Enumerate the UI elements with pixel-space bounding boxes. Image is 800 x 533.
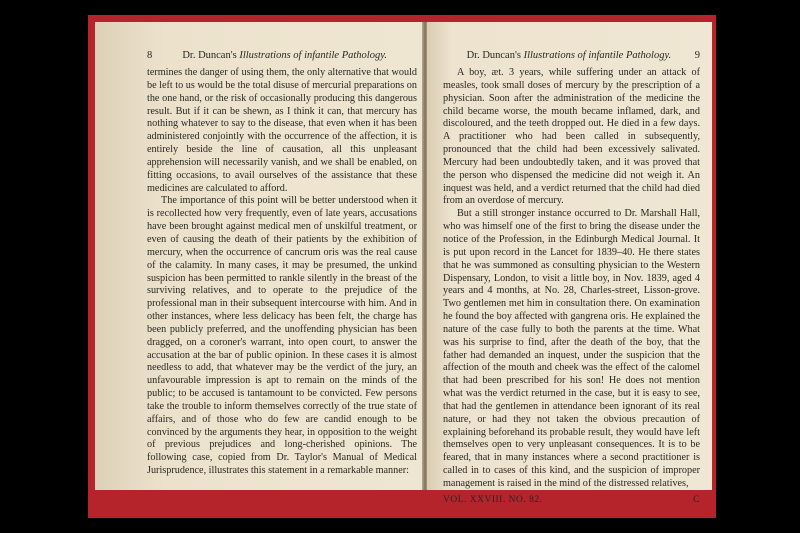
left-page <box>95 22 425 490</box>
volume-signature: VOL. XXVIII. NO. 82. <box>443 494 543 505</box>
running-head-left <box>147 50 417 61</box>
left-body-text <box>147 67 417 478</box>
signature-mark: C <box>693 494 700 505</box>
running-title-right: Dr. Duncan's Illustrations of infantile Pathology. <box>466 50 672 61</box>
paragraph: termines the danger of using them, the only alternative that would be left to us would be the total disuse of mercurial preparations on the one hand, or the risk of occasionally producing this dangerous result. But if it can be shewn, as I think it can, that mercury has nothing whatever to say to the disease, that even when it has been administered conjointly with the occurrence of the affection, it is entirely beside the line of causation, all this unpleasant apprehension will necessarily vanish, and we shall be enabled, on fitting occasions, to avail ourselves of the assistance that these medicines are calculated to afford. <box>147 67 417 194</box>
page-number-right: 9 <box>694 50 700 61</box>
page-number-left: 8 <box>147 50 153 61</box>
right-page <box>427 22 712 505</box>
paragraph: The importance of this point will be better understood when it is recollected how very frequently, even of late years, accusations have been brought against medical men of unskilful treatment, or even of causing the death of their patients by the exhibition of mercury, when the occurrence of cancrum oris was the real cause of the calamity. In many cases, it may be presumed, the unkind suspicion has been permitted to rankle silently in the breast of the surviving relatives, and to operate to the prejudice of the professional man in their subsequent intercourse with him. And in other instances, where less delicacy has been felt, the charge has been publicly preferred, and the unoffending physician has been dragged, on a coroner's warrant, into open court, to answer the accusation at the bar of public opinion. In these cases it is almost needless to add, that whatever may be the verdict of the jury, an unfavourable impression is apt to remain on the minds of the public; to be accused is tantamount to be convicted. Few persons take the trouble to inform themselves correctly of the true state of affairs, and of those who do few are candid enough to be convinced by the arguments they hear, in opposition to the weight of previous prejudices and long-cherished opinions. The following case, copied from Dr. Taylor's Manual of Medical Jurisprudence, illustrates this statement in a remarkable manner: <box>147 195 417 477</box>
page-footer <box>443 495 700 505</box>
right-body-text <box>443 67 700 491</box>
running-title-left: Dr. Duncan's Illustrations of infantile Pathology. <box>182 50 387 61</box>
running-head-right <box>443 50 700 61</box>
paragraph: A boy, æt. 3 years, while suffering under an attack of measles, took small doses of mercury by the prescription of a physician. Soon after the administration of the medicine the child became worse, the mouth became inflamed, dark, and discoloured, and the teeth dropped out. He died in a few days. A practitioner who had been called in subsequently, pronounced that the child had been excessively salivated. Mercury had been undoubtedly taken, and it was proved that the person who dispensed the medicine did not weigh it. An inquest was held, and a verdict returned that the child had died from an overdose of mercury. <box>443 67 700 207</box>
paragraph: But a still stronger instance occurred to Dr. Marshall Hall, who was himself one of the first to bring the disease under the notice of the Profession, in the Edinburgh Medical Journal. It is put upon record in the Lancet for 1839–40. He there states that he was summoned as consulting physician to the Western Dispensary, London, to visit a little boy, in Nov. 1839, aged 4 years and 4 months, at No. 28, Charles-street, Lisson-grove. Two gentlemen met him in consultation there. On examination he found the boy affected with gangrena oris. He explained the nature of the case fully to both the parents at the time. What was his surprise to find, after the death of the boy, that the father had demanded an inquest, under the suspicion that the affection of the mouth and cheek was the effect of the calomel that had been prescribed for his son! He does not mention what was the verdict returned in the case, but it is easy to see, that had the gentlemen in attendance been ignorant of its real nature, or had they not taken the obvious precaution of explaining beforehand its probable result, they would have left themselves open to very unpleasant consequences. It is to be feared, that in many instances where a second practitioner is called in to cases of this kind, and the suspicion of improper management is raised in the mind of the distressed relatives, <box>443 208 700 489</box>
